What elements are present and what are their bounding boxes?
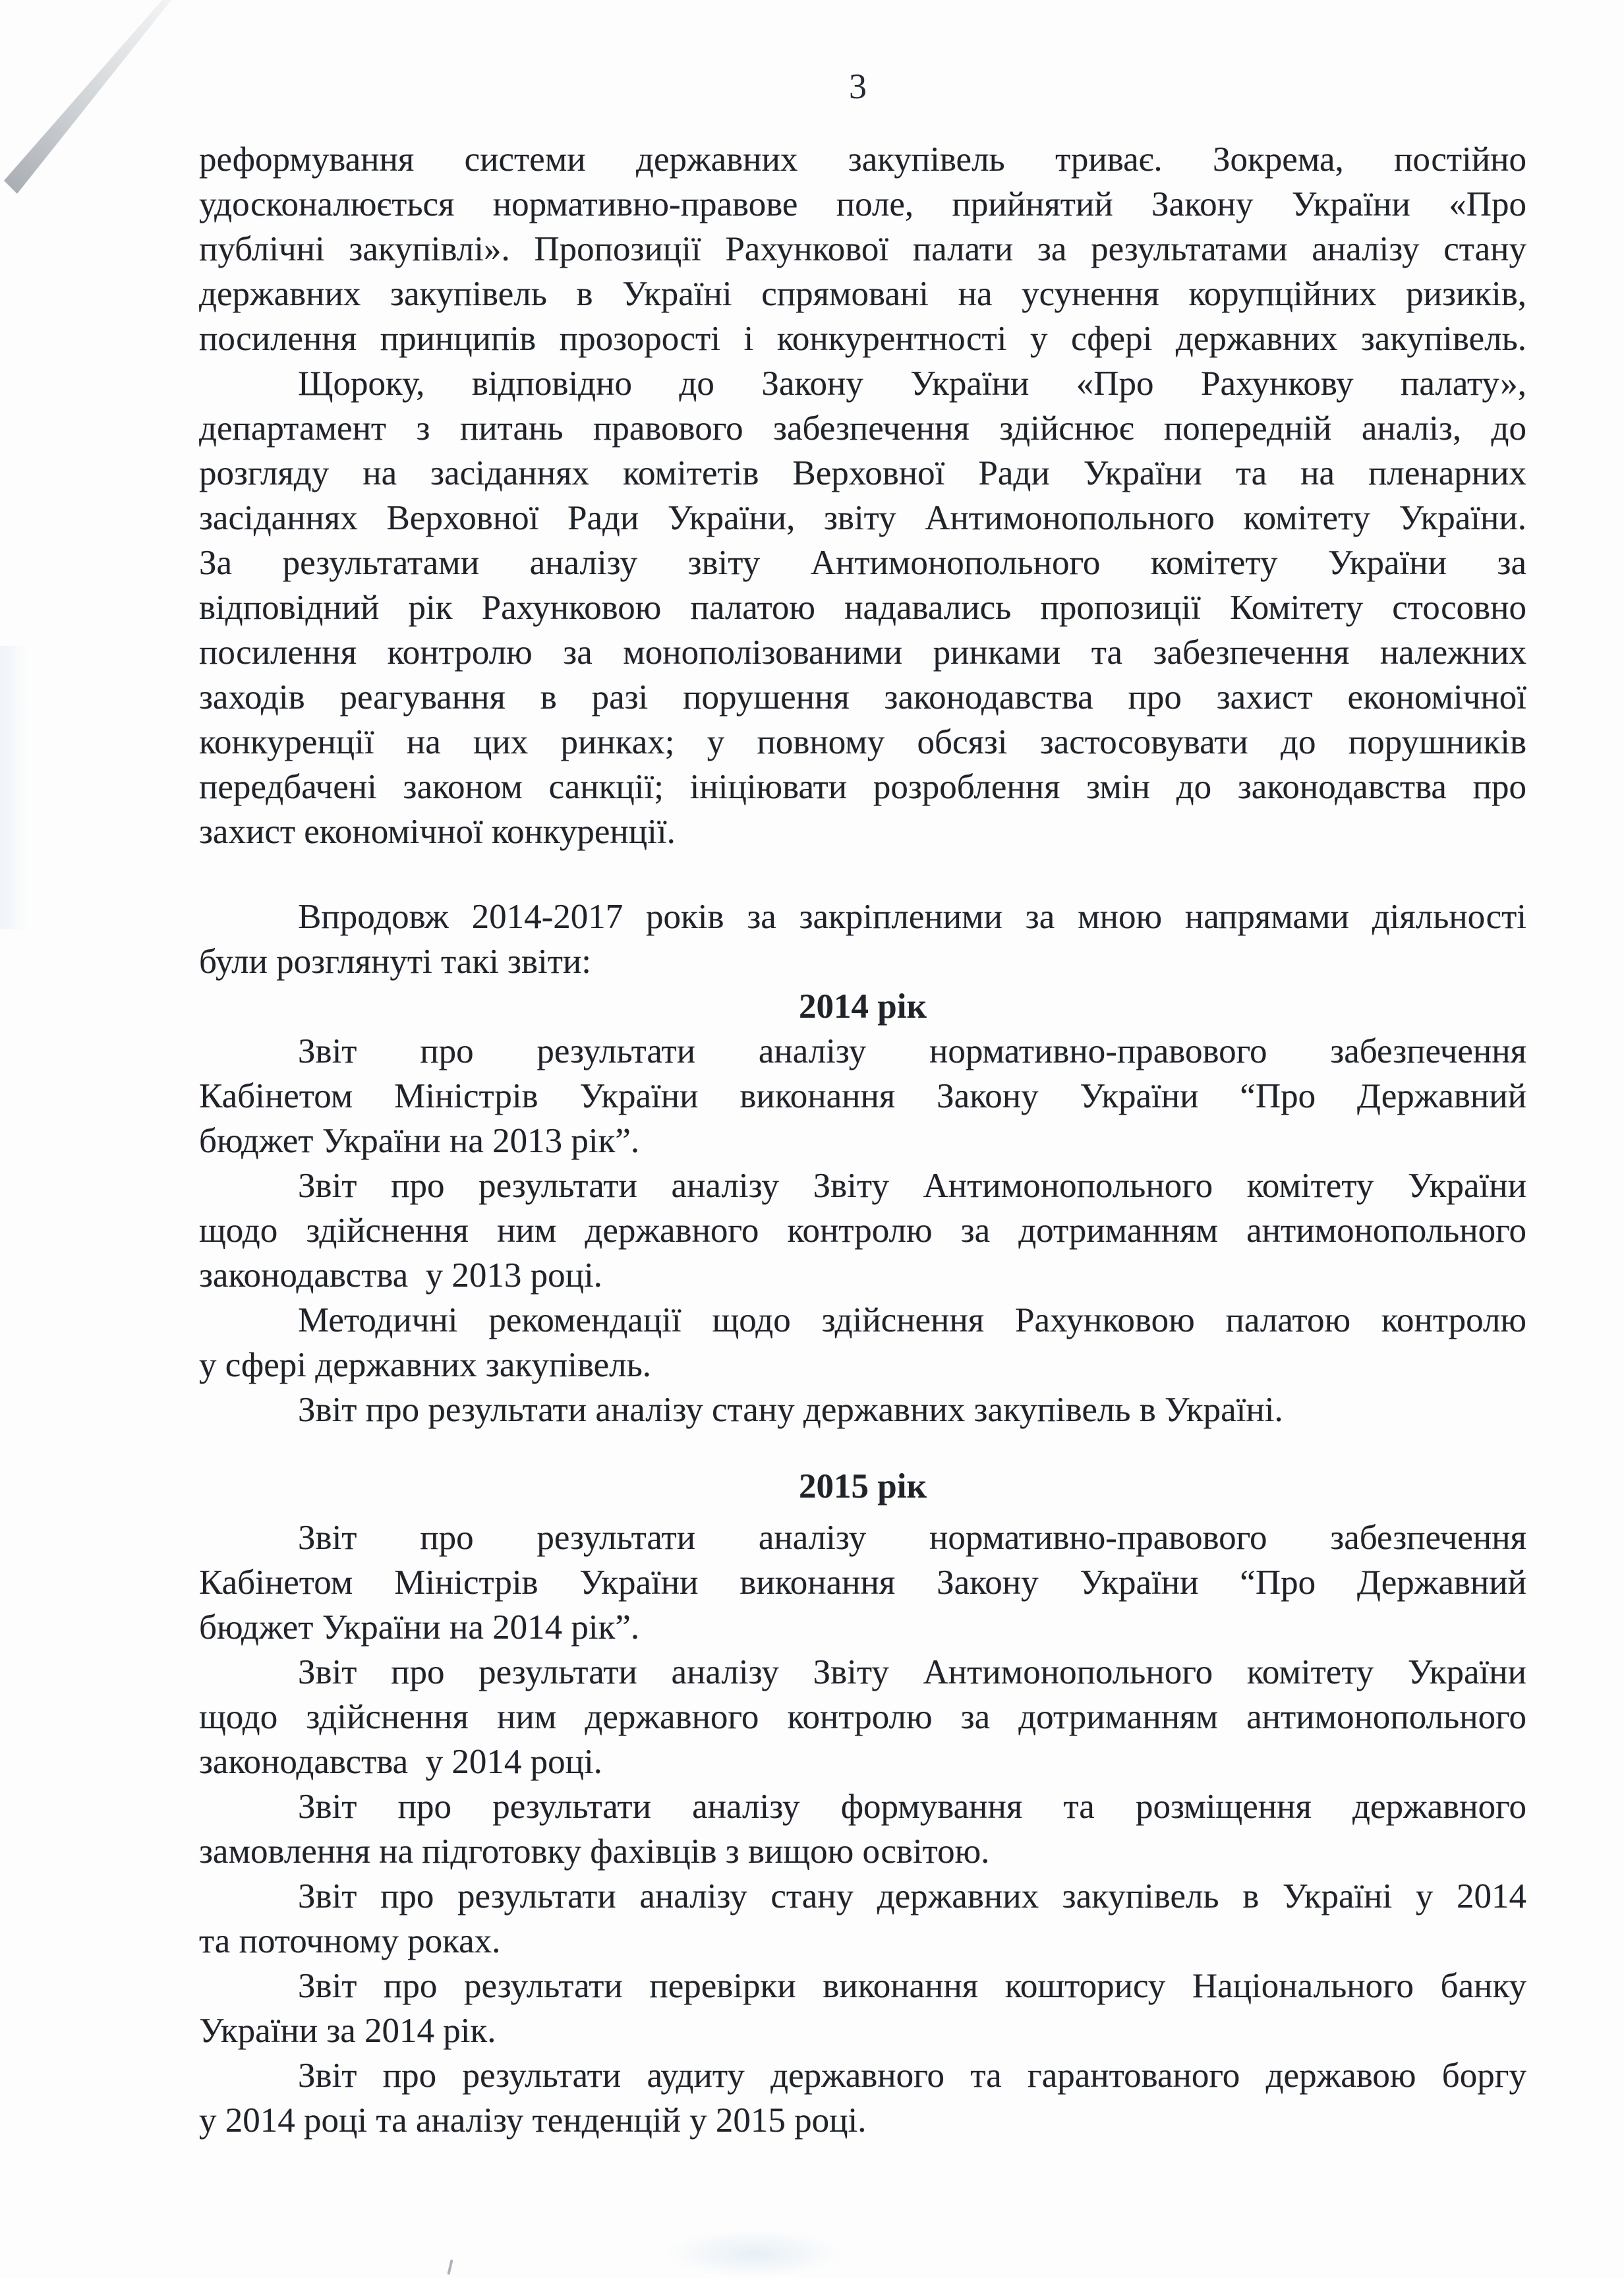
report-item-2014-4 [199, 1387, 1526, 1432]
report-item-2015-1 [199, 1515, 1526, 1650]
crease-artifact [0, 0, 198, 211]
text-line: замовлення на підготовку фахівців з вищою освітою. [199, 1832, 990, 1871]
year-heading-2014: 2014 рік [799, 987, 927, 1026]
text-line: Звіт про результати аналізу нормативно-правового забезпечення [298, 1519, 1526, 1557]
text-line: у 2014 році та аналізу тенденцій у 2015 році. [199, 2101, 867, 2140]
document-content [199, 137, 1526, 2143]
text-line: розгляду на засіданнях комітетів Верховної Ради України та на пленарних [199, 454, 1526, 492]
text-line: Звіт про результати аудиту державного та гарантованого державою боргу [298, 2057, 1526, 2095]
text-line: бюджет України на 2014 рік”. [199, 1608, 640, 1647]
text-line: були розглянуті такі звіти: [199, 943, 591, 981]
text-line: департамент з питань правового забезпечення здійснює попередній аналіз, до [199, 409, 1526, 448]
page-number: 3 [849, 67, 867, 106]
text-line: Звіт про результати аналізу стану державних закупівель в Україні у 2014 [298, 1877, 1526, 1915]
text-line: Звіт про результати аналізу Звіту Антимонопольного комітету України [298, 1653, 1526, 1691]
report-item-2015-5 [199, 1964, 1526, 2053]
report-item-2014-3 [199, 1298, 1526, 1387]
text-line: бюджет України на 2013 рік”. [199, 1122, 640, 1160]
text-line: Звіт про результати аналізу нормативно-правового забезпечення [298, 1032, 1526, 1070]
text-line: Звіт про результати аналізу стану державних закупівель в Україні. [298, 1391, 1283, 1429]
text-line: щодо здійснення ним державного контролю за дотриманням антимонопольного [199, 1212, 1526, 1250]
text-line: захист економічної конкуренції. [199, 813, 676, 851]
text-line: Впродовж 2014-2017 років за закріпленими за мною напрямами діяльності [298, 898, 1526, 936]
intro-continuation-paragraph [199, 137, 1526, 361]
report-item-2015-2 [199, 1650, 1526, 1784]
text-line: законодавства у 2014 році. [199, 1743, 602, 1781]
report-item-2015-3 [199, 1784, 1526, 1874]
text-line: у сфері державних закупівель. [199, 1346, 652, 1384]
scan-smudge-bottom [666, 2229, 844, 2278]
text-line: Кабінетом Міністрів України виконання Закону України “Про Державний [199, 1563, 1526, 1602]
text-line: відповідний рік Рахунковою палатою надавались пропозиції Комітету стосовно [199, 589, 1526, 627]
text-line: та поточному роках. [199, 1922, 501, 1960]
text-line: Звіт про результати аналізу Звіту Антимонопольного комітету України [298, 1167, 1526, 1205]
text-line: Щороку, відповідно до Закону України «Про Рахункову палату», [298, 365, 1526, 403]
text-line: щодо здійснення ним державного контролю за дотриманням антимонопольного [199, 1698, 1526, 1736]
text-line: За результатами аналізу звіту Антимонопольного комітету України за [199, 544, 1526, 582]
text-line: посилення контролю за монополізованими ринками та забезпечення належних [199, 633, 1526, 672]
report-item-2015-4 [199, 1874, 1526, 1964]
text-line: Методичні рекомендації щодо здійснення Рахунковою палатою контролю [298, 1301, 1526, 1339]
text-line: посилення принципів прозорості і конкурентності у сфері державних закупівель. [199, 320, 1526, 358]
text-line: публічні закупівлі». Пропозиції Рахункової палати за результатами аналізу стану [199, 230, 1526, 268]
report-item-2014-2 [199, 1163, 1526, 1298]
text-line: України за 2014 рік. [199, 2012, 496, 2050]
text-line: Звіт про результати аналізу формування та розміщення державного [298, 1788, 1526, 1826]
text-line: засіданнях Верховної Ради України, звіту Антимонопольного комітету України. [199, 499, 1526, 537]
text-line: державних закупівель в Україні спрямовані на усунення корупційних ризиків, [199, 275, 1526, 313]
text-line: Звіт про результати перевірки виконання кошторису Національного банку [298, 1967, 1526, 2005]
text-line: Кабінетом Міністрів України виконання Закону України “Про Державний [199, 1077, 1526, 1115]
annual-analysis-paragraph [199, 361, 1526, 854]
text-line: законодавства у 2013 році. [199, 1256, 602, 1295]
text-line: удосконалюється нормативно-правове поле, прийнятий Закону України «Про [199, 185, 1526, 223]
text-line: передбачені законом санкції; ініціювати розроблення змін до законодавства про [199, 768, 1526, 806]
report-item-2014-1 [199, 1029, 1526, 1163]
year-heading-2015: 2015 рік [799, 1467, 927, 1505]
text-line: реформування системи державних закупівель триває. Зокрема, постійно [199, 140, 1526, 179]
text-line: конкуренції на цих ринках; у повному обсязі застосовувати до порушників [199, 723, 1526, 761]
report-item-2015-6 [199, 2053, 1526, 2143]
scan-slash-artifact [447, 2260, 453, 2275]
reports-intro-paragraph [199, 894, 1526, 984]
text-line: заходів реагування в разі порушення законодавства про захист економічної [199, 678, 1526, 716]
scan-smudge-left [0, 646, 28, 929]
